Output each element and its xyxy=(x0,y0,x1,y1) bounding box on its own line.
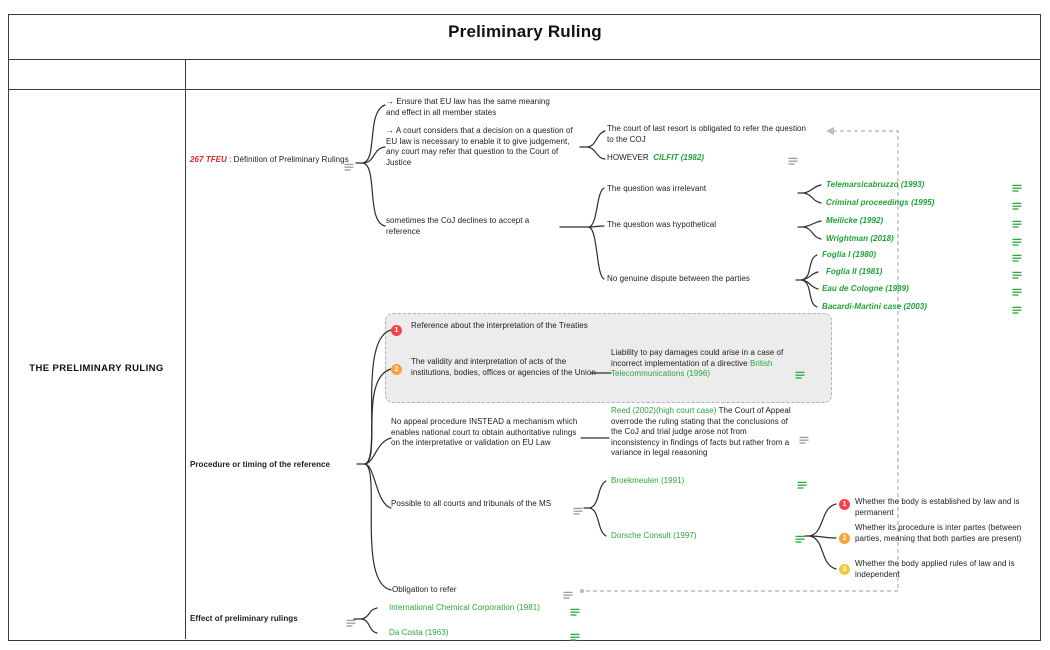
notes-icon[interactable] xyxy=(346,615,356,624)
notes-icon[interactable] xyxy=(799,432,809,441)
case-eau-de-cologne[interactable]: Eau de Cologne (1989) xyxy=(822,284,909,293)
notes-icon[interactable] xyxy=(1012,302,1022,311)
node-interpretation-treaties[interactable]: Reference about the interpretation of the Treaties xyxy=(411,321,588,330)
case-criminal-proceedings[interactable]: Criminal proceedings (1995) xyxy=(826,198,935,207)
table-row-divider-1 xyxy=(8,59,1040,60)
node-liability-damages[interactable] xyxy=(611,348,791,380)
notes-icon[interactable] xyxy=(1012,180,1022,189)
node-procedure-timing[interactable]: Procedure or timing of the reference xyxy=(190,460,331,469)
notes-icon[interactable] xyxy=(573,503,583,512)
badge-1-icon: 1 xyxy=(391,325,402,336)
badge-1-icon: 1 xyxy=(839,499,850,510)
notes-icon[interactable] xyxy=(1012,234,1022,243)
liability-text: Liability to pay damages could arise in a case of incorrect implementation of a directive xyxy=(611,348,784,368)
page-title: Preliminary Ruling xyxy=(448,22,602,41)
case-broekmeulen[interactable]: Broekmeulen (1991) xyxy=(611,476,685,485)
definition-text: : Définition of Preliminary Rulings xyxy=(226,155,349,164)
case-da-costa[interactable]: Da Costa (1963) xyxy=(389,628,449,637)
node-criterion-rules-of-law[interactable]: Whether the body applied rules of law and is independent xyxy=(855,559,1015,579)
left-row-label: THE PRELIMINARY RULING xyxy=(29,363,164,374)
notes-icon[interactable] xyxy=(1012,198,1022,207)
notes-icon[interactable] xyxy=(788,153,798,162)
notes-icon[interactable] xyxy=(570,629,580,638)
node-court-considers[interactable]: → A court considers that a decision on a question of EU law is necessary to enable it to give judgement, any court may refer that question to the Court of Justice xyxy=(386,126,573,167)
case-telemarsicabruzzo[interactable]: Telemarsicabruzzo (1993) xyxy=(826,180,925,189)
case-bacardi-martini[interactable]: Bacardi-Martini case (2003) xyxy=(822,302,927,311)
table-column-divider xyxy=(185,59,186,639)
node-reed-court-of-appeal[interactable] xyxy=(611,406,795,459)
tfeu-article-ref: 267 TFEU xyxy=(190,155,227,164)
case-meilicke[interactable]: Meilicke (1992) xyxy=(826,216,884,225)
case-reed[interactable]: Reed (2002)(high court case) xyxy=(611,406,717,415)
node-possible-all-courts[interactable]: Possible to all courts and tribunals of the MS xyxy=(391,499,552,508)
case-dorsche-consult[interactable]: Dorsche Consult (1997) xyxy=(611,531,697,540)
case-cilfit[interactable]: CILFIT (1982) xyxy=(653,153,705,162)
node-no-genuine-dispute[interactable]: No genuine dispute between the parties xyxy=(607,274,750,283)
case-foglia-2[interactable]: Foglia II (1981) xyxy=(826,267,883,276)
notes-icon[interactable] xyxy=(1012,250,1022,259)
badge-2-icon: 2 xyxy=(839,533,850,544)
notes-icon[interactable] xyxy=(570,604,580,613)
case-international-chemical[interactable]: International Chemical Corporation (1981) xyxy=(389,603,541,612)
however-text: HOWEVER xyxy=(607,153,649,162)
case-wrightman[interactable]: Wrightman (2018) xyxy=(826,234,894,243)
notes-icon[interactable] xyxy=(1012,267,1022,276)
node-criterion-inter-partes[interactable]: Whether its procedure is inter partes (between parties, meaning that both parties are present) xyxy=(855,523,1022,543)
notes-icon[interactable] xyxy=(1012,284,1022,293)
notes-icon[interactable] xyxy=(795,367,805,376)
badge-2-icon: 2 xyxy=(391,364,402,375)
notes-icon[interactable] xyxy=(797,477,807,486)
node-no-appeal-mechanism[interactable]: No appeal procedure INSTEAD a mechanism which enables national court to obtain authoritative rulings on the interpretative or validation on EU Law xyxy=(391,417,578,448)
node-however-cilfit[interactable] xyxy=(607,153,704,164)
node-ensure-uniform-meaning[interactable]: → Ensure that EU law has the same meaning and effect in all member states xyxy=(386,97,550,117)
node-definition-267-tfeu[interactable] xyxy=(190,155,352,166)
case-foglia-1[interactable]: Foglia I (1980) xyxy=(822,250,877,259)
node-criterion-established-by-law[interactable]: Whether the body is established by law and is permanent xyxy=(855,497,1020,517)
table-row-divider-2 xyxy=(8,89,1040,90)
notes-icon[interactable] xyxy=(795,531,805,540)
node-question-hypothetical[interactable]: The question was hypothetical xyxy=(607,220,717,229)
badge-3-icon: 3 xyxy=(839,564,850,575)
notes-icon[interactable] xyxy=(344,159,354,168)
notes-icon[interactable] xyxy=(1012,216,1022,225)
node-question-irrelevant[interactable]: The question was irrelevant xyxy=(607,184,707,193)
notes-icon[interactable] xyxy=(563,587,573,596)
case-british-telecom[interactable]: British Telecommunications (1996) xyxy=(611,358,773,379)
node-effect-of-rulings[interactable]: Effect of preliminary rulings xyxy=(190,614,298,623)
node-last-resort-obligated[interactable]: The court of last resort is obligated to refer the question to the COJ xyxy=(607,124,807,144)
node-obligation-to-refer[interactable]: Obligation to refer xyxy=(392,585,457,594)
reed-text: The Court of Appeal overrode the ruling stating that the conclusions of the CoJ and trial judge arose not from inconsistency in findings of facts but rather from a variance in legal reasoning xyxy=(611,406,791,458)
node-coj-declines[interactable]: sometimes the CoJ declines to accept a reference xyxy=(386,216,530,236)
node-validity-acts[interactable]: The validity and interpretation of acts of the institutions, bodies, offices or agencies of the Union xyxy=(411,357,596,377)
